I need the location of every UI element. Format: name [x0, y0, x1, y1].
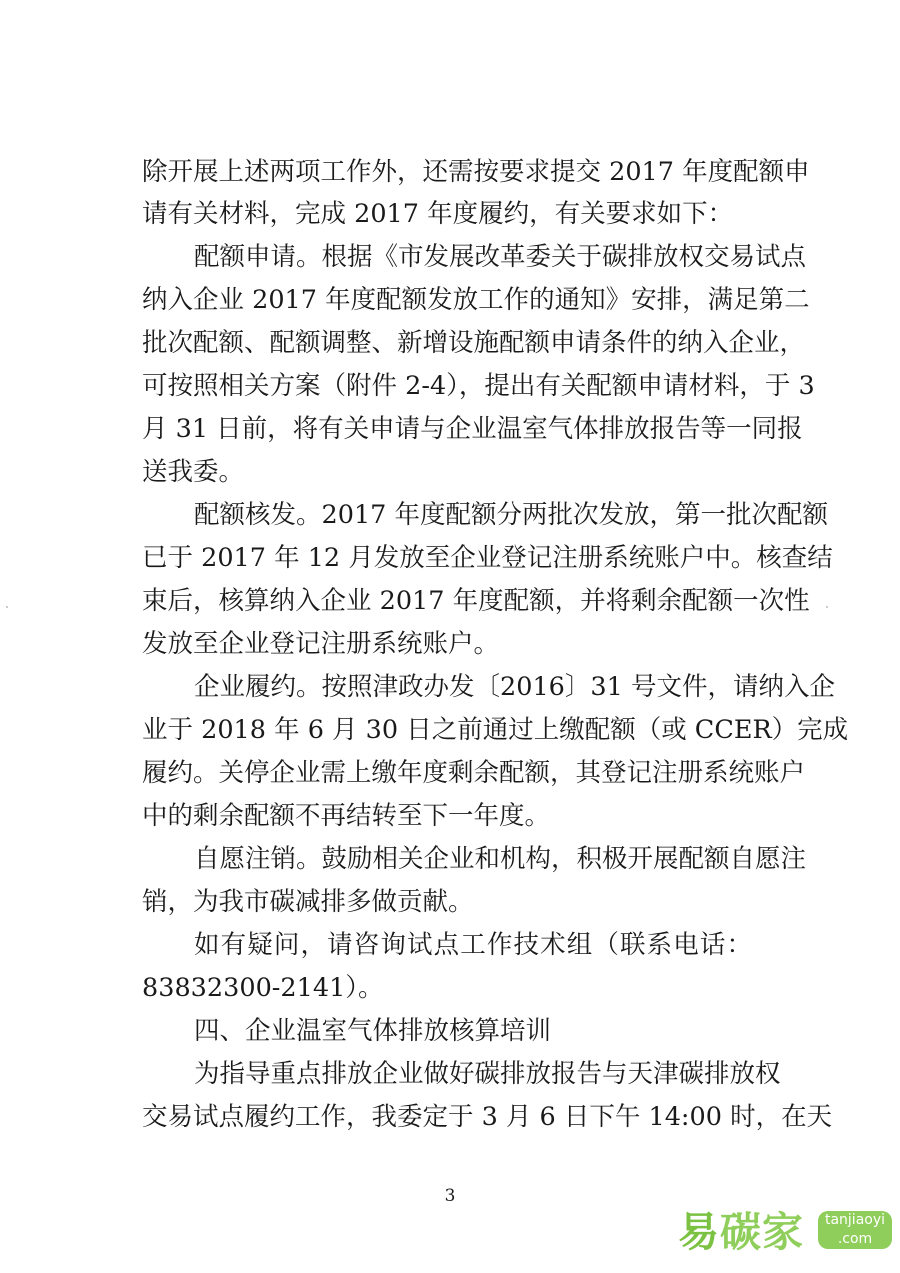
- watermark-char: 碳: [720, 1208, 762, 1256]
- text-line: 自愿注销。鼓励相关企业和机构，积极开展配额自愿注: [194, 844, 807, 874]
- text-line: 如有疑问，请咨询试点工作技术组（联系电话：: [194, 930, 752, 960]
- text-line: 已于 2017 年 12 月发放至企业登记注册系统账户中。核查结: [142, 543, 833, 573]
- text-line: 纳入企业 2017 年度配额发放工作的通知》安排，满足第二: [142, 285, 810, 315]
- watermark-char: 易: [678, 1208, 720, 1256]
- section-heading: 四、企业温室气体排放核算培训: [194, 1016, 552, 1046]
- watermark-domain-line2: .com: [837, 1231, 873, 1247]
- text-line: 业于 2018 年 6 月 30 日之前通过上缴配额（或 CCER）完成: [142, 715, 849, 745]
- scan-speck: [826, 606, 828, 608]
- watermark-domain-badge: [818, 1211, 892, 1249]
- page-number: 3: [444, 1186, 456, 1206]
- watermark-char: 家: [762, 1208, 804, 1256]
- text-line: 履约。关停企业需上缴年度剩余配额，其登记注册系统账户: [142, 758, 806, 788]
- text-line: 月 31 日前，将有关申请与企业温室气体排放报告等一同报: [142, 414, 803, 444]
- text-line: 83832300-2141）。: [142, 973, 384, 1003]
- text-line: 发放至企业登记注册系统账户。: [142, 629, 500, 659]
- text-line: 中的剩余配额不再结转至下一年度。: [142, 801, 551, 831]
- text-line: 除开展上述两项工作外，还需按要求提交 2017 年度配额申: [142, 157, 810, 187]
- watermark-wordmark: [678, 1206, 818, 1258]
- text-line: 可按照相关方案（附件 2-4），提出有关配额申请材料，于 3: [142, 371, 815, 401]
- text-line: 请有关材料，完成 2017 年度履约，有关要求如下：: [142, 199, 734, 229]
- text-line: 束后，核算纳入企业 2017 年度配额，并将剩余配额一次性: [142, 586, 810, 616]
- text-line: 批次配额、配额调整、新增设施配额申请条件的纳入企业，: [142, 328, 806, 358]
- text-line: 送我委。: [142, 457, 245, 487]
- watermark-logo: [678, 1198, 894, 1264]
- watermark-domain-line1: tanjiaoyi: [824, 1212, 886, 1228]
- text-line: 企业履约。按照津政办发〔2016〕31 号文件，请纳入企: [194, 672, 835, 702]
- text-line: 配额核发。2017 年度配额分两批次发放，第一批次配额: [194, 500, 829, 530]
- text-line: 配额申请。根据《市发展改革委关于碳排放权交易试点: [194, 242, 807, 272]
- text-line: 销，为我市碳减排多做贡献。: [142, 887, 474, 917]
- text-line: 交易试点履约工作，我委定于 3 月 6 日下午 14:00 时，在天: [142, 1102, 833, 1132]
- text-line: 为指导重点排放企业做好碳排放报告与天津碳排放权: [194, 1059, 781, 1089]
- scan-speck: [6, 606, 8, 608]
